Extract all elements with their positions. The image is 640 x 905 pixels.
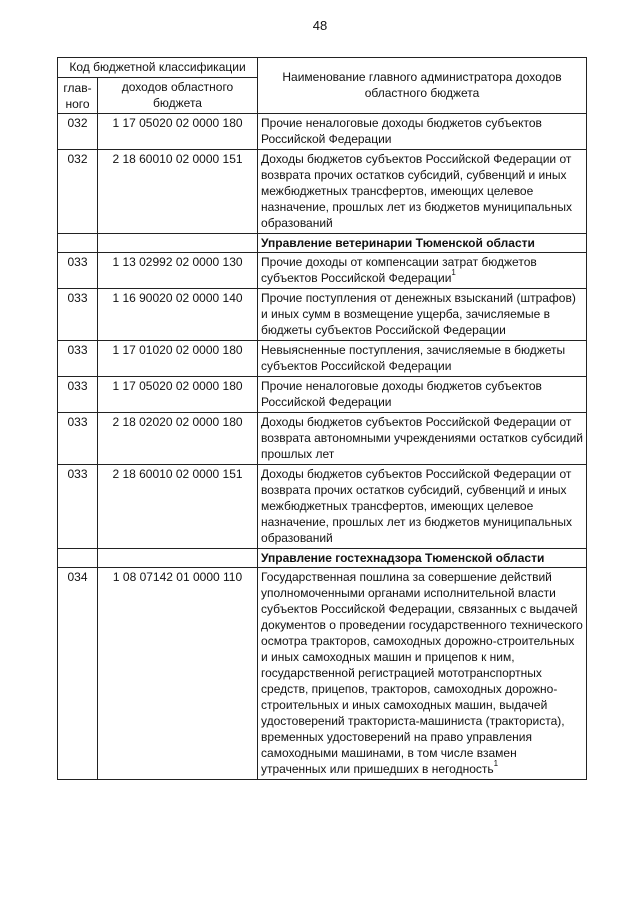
admin-name-text: Прочие поступления от денежных взысканий (штрафов) и иных сумм в возмещение ущерба, зачисляемые в бюджеты субъектов Российской Федерации xyxy=(261,291,576,337)
table-row xyxy=(58,150,587,234)
income-code-cell: 1 08 07142 01 0000 110 xyxy=(98,568,258,780)
admin-code-cell: 034 xyxy=(58,568,98,780)
income-code-cell: 2 18 60010 02 0000 151 xyxy=(98,150,258,234)
admin-code-cell: 032 xyxy=(58,150,98,234)
admin-name-text: Доходы бюджетов субъектов Российской Федерации от возврата прочих остатков субсидий, субвенций и иных межбюджетных трансфертов, имеющих целевое назначение, прошлых лет из бюджетов муниципальных образований xyxy=(261,152,573,230)
section-title: Управление ветеринарии Тюменской области xyxy=(258,234,587,253)
income-code-cell: 2 18 60010 02 0000 151 xyxy=(98,465,258,549)
income-code-cell: 2 18 02020 02 0000 180 xyxy=(98,413,258,465)
admin-name-text: Невыясненные поступления, зачисляемые в бюджеты субъектов Российской Федерации xyxy=(261,343,566,373)
section-row xyxy=(58,549,587,568)
admin-code-cell: 033 xyxy=(58,341,98,377)
income-code-cell: 1 16 90020 02 0000 140 xyxy=(98,289,258,341)
income-code-cell: 1 17 01020 02 0000 180 xyxy=(98,341,258,377)
admin-name-cell xyxy=(258,289,587,341)
admin-name-text: Прочие доходы от компенсации затрат бюджетов субъектов Российской Федерации xyxy=(261,255,537,285)
table-row xyxy=(58,114,587,150)
table-row xyxy=(58,377,587,413)
admin-name-cell xyxy=(258,341,587,377)
income-code-cell: 1 17 05020 02 0000 180 xyxy=(98,114,258,150)
admin-code-cell: 033 xyxy=(58,465,98,549)
admin-name-text: Прочие неналоговые доходы бюджетов субъектов Российской Федерации xyxy=(261,379,542,409)
admin-name-cell xyxy=(258,253,587,289)
admin-code-cell: 032 xyxy=(58,114,98,150)
section-title: Управление гостехнадзора Тюменской области xyxy=(258,549,587,568)
income-code-cell: 1 13 02992 02 0000 130 xyxy=(98,253,258,289)
section-row xyxy=(58,234,587,253)
table-row xyxy=(58,289,587,341)
footnote-marker: 1 xyxy=(451,268,456,277)
header-code-group: Код бюджетной классификации xyxy=(58,58,258,78)
admin-name-text: Прочие неналоговые доходы бюджетов субъектов Российской Федерации xyxy=(261,116,542,146)
section-empty-cell xyxy=(98,234,258,253)
table-row xyxy=(58,253,587,289)
admin-name-cell xyxy=(258,114,587,150)
section-empty-cell xyxy=(58,234,98,253)
section-empty-cell xyxy=(98,549,258,568)
table-row xyxy=(58,341,587,377)
admin-name-cell xyxy=(258,465,587,549)
admin-name-text: Доходы бюджетов субъектов Российской Федерации от возврата прочих остатков субсидий, субвенций и иных межбюджетных трансфертов, имеющих целевое назначение, прошлых лет из бюджетов муниципальных образований xyxy=(261,467,573,545)
admin-name-cell xyxy=(258,377,587,413)
admin-code-cell: 033 xyxy=(58,413,98,465)
table-row xyxy=(58,465,587,549)
header-admin-code: глав- ного xyxy=(58,78,98,114)
admin-code-cell: 033 xyxy=(58,289,98,341)
budget-classification-table xyxy=(57,57,587,780)
footnote-marker: 1 xyxy=(493,759,499,768)
section-empty-cell xyxy=(58,549,98,568)
admin-name-text: Доходы бюджетов субъектов Российской Федерации от возврата автономными учреждениями остатков субсидий прошлых лет xyxy=(261,415,584,461)
admin-code-cell: 033 xyxy=(58,253,98,289)
page-number: 48 xyxy=(312,18,328,33)
admin-name-cell xyxy=(258,568,587,780)
income-code-cell: 1 17 05020 02 0000 180 xyxy=(98,377,258,413)
admin-name-cell xyxy=(258,150,587,234)
header-income-code: доходов областного бюджета xyxy=(98,78,258,114)
table-row xyxy=(58,568,587,780)
table-body xyxy=(58,114,587,780)
admin-code-cell: 033 xyxy=(58,377,98,413)
admin-name-text: Государственная пошлина за совершение действий уполномоченными органами исполнительной власти субъектов Российской Федерации, связанных с выдачей документов о проведении государственного технического осмотра тракторов, самоходных дорожно-строительных и иных самоходных машин и прицепов к ним, государственной регистрацией мототранспортных средств, прицепов, тракторов, самоходных дорожно-строительных и иных самоходных машин, выдачей удостоверений тракториста-машиниста (тракториста), временных удостоверений на право управления самоходными машинами, в том числе взамен утраченных или пришедших в негодность xyxy=(261,570,583,776)
header-admin-name: Наименование главного администратора доходов областного бюджета xyxy=(258,58,587,114)
admin-name-cell xyxy=(258,413,587,465)
table-row xyxy=(58,413,587,465)
